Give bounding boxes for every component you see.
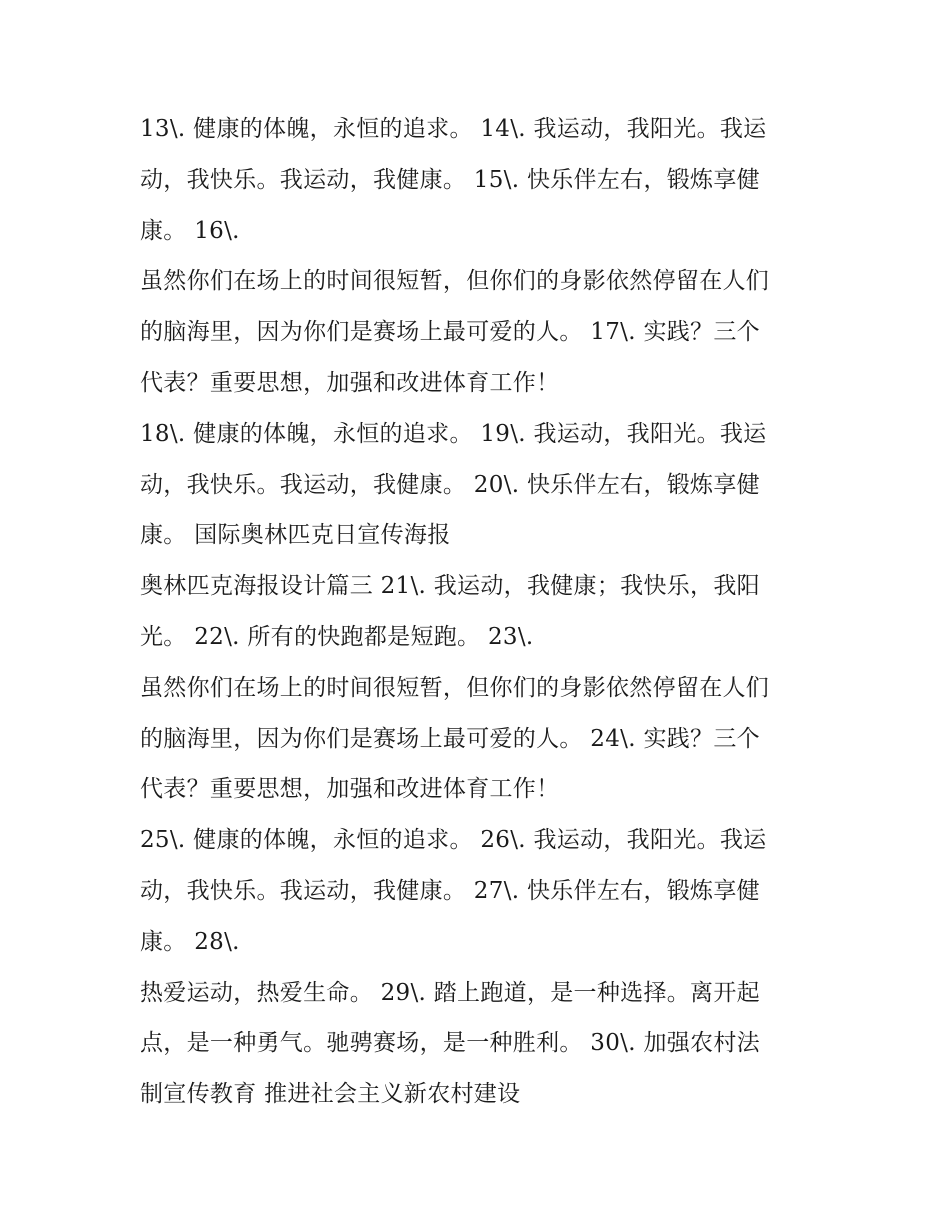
text-line: 18\. 健康的体魄，永恒的追求。 19\. 我运动，我阳光。我运 xyxy=(140,420,767,447)
text-line: 25\. 健康的体魄，永恒的追求。 26\. 我运动，我阳光。我运 xyxy=(140,827,767,854)
text-line: 点，是一种勇气。驰骋赛场，是一种胜利。 30\. 加强农村法 xyxy=(140,1030,760,1057)
text-line: 虽然你们在场上的时间很短暂，但你们的身影依然停留在人们 xyxy=(140,268,770,295)
text-line: 热爱运动，热爱生命。 29\. 踏上跑道，是一种选择。离开起 xyxy=(140,979,760,1006)
text-line: 康。 国际奥林匹克日宣传海报 xyxy=(140,522,451,549)
text-line: 动，我快乐。我运动，我健康。 27\. 快乐伴左右，锻炼享健 xyxy=(140,877,760,904)
text-line: 光。 22\. 所有的快跑都是短跑。 23\. xyxy=(140,623,534,650)
document-body xyxy=(140,104,820,1120)
text-line: 动，我快乐。我运动，我健康。 15\. 快乐伴左右，锻炼享健 xyxy=(140,166,760,193)
text-line: 康。 28\. xyxy=(140,928,240,955)
text-line: 代表？重要思想，加强和改进体育工作！ xyxy=(140,369,560,396)
text-line: 制宣传教育 推进社会主义新农村建设 xyxy=(140,1081,521,1108)
text-line: 奥林匹克海报设计篇三 21\. 我运动，我健康；我快乐，我阳 xyxy=(140,573,760,600)
text-line: 的脑海里，因为你们是赛场上最可爱的人。 24\. 实践？三个 xyxy=(140,725,760,752)
text-line: 虽然你们在场上的时间很短暂，但你们的身影依然停留在人们 xyxy=(140,674,770,701)
text-line: 的脑海里，因为你们是赛场上最可爱的人。 17\. 实践？三个 xyxy=(140,319,760,346)
text-line: 代表？重要思想，加强和改进体育工作！ xyxy=(140,776,560,803)
text-line: 13\. 健康的体魄，永恒的追求。 14\. 我运动，我阳光。我运 xyxy=(140,116,767,142)
text-line: 动，我快乐。我运动，我健康。 20\. 快乐伴左右，锻炼享健 xyxy=(140,471,760,498)
text-line: 康。 16\. xyxy=(140,217,240,244)
